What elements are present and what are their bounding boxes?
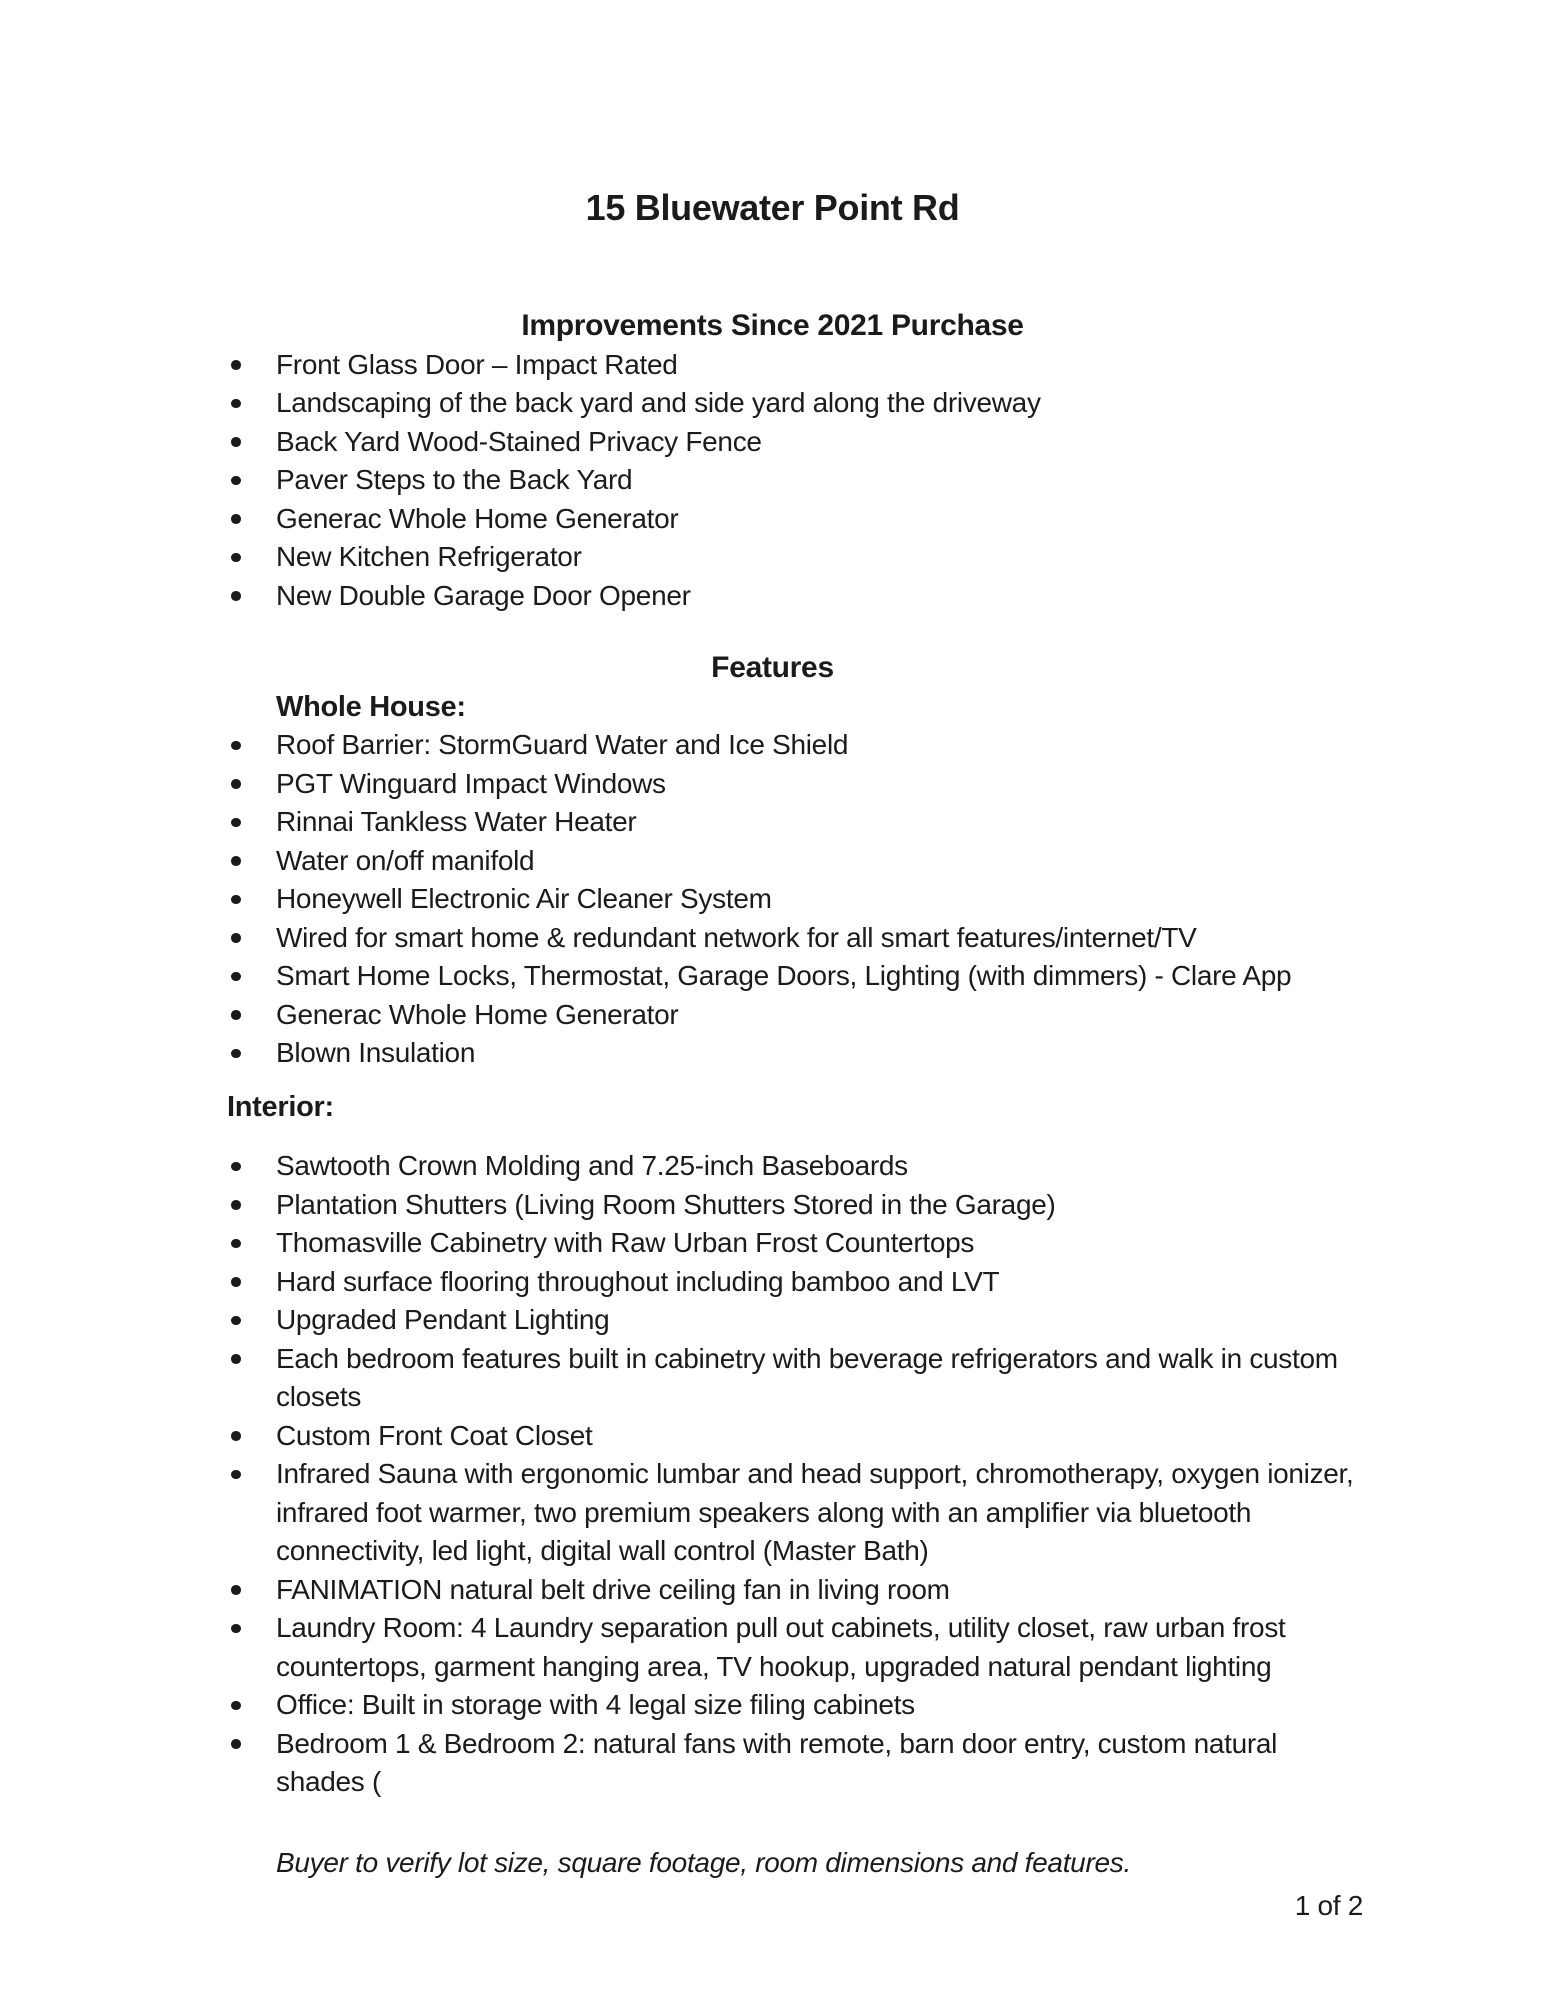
list-item: New Double Garage Door Opener bbox=[182, 577, 1363, 616]
list-item: Rinnai Tankless Water Heater bbox=[182, 803, 1363, 842]
list-item: PGT Winguard Impact Windows bbox=[182, 765, 1363, 804]
document-title: 15 Bluewater Point Rd bbox=[585, 187, 960, 228]
list-item: Generac Whole Home Generator bbox=[182, 500, 1363, 539]
disclaimer-note: Buyer to verify lot size, square footage, room dimensions and features. bbox=[276, 1846, 1131, 1878]
list-item: Each bedroom features built in cabinetry with beverage refrigerators and walk in custom closets bbox=[182, 1340, 1363, 1417]
list-item: Honeywell Electronic Air Cleaner System bbox=[182, 880, 1363, 919]
list-item: Bedroom 1 & Bedroom 2: natural fans with remote, barn door entry, custom natural shades ( bbox=[182, 1725, 1363, 1802]
interior-heading: Interior: bbox=[227, 1090, 334, 1123]
list-item: Smart Home Locks, Thermostat, Garage Doors, Lighting (with dimmers) - Clare App bbox=[182, 957, 1363, 996]
list-item: Front Glass Door – Impact Rated bbox=[182, 346, 1363, 385]
list-item: Landscaping of the back yard and side yard along the driveway bbox=[182, 384, 1363, 423]
list-item: Thomasville Cabinetry with Raw Urban Frost Countertops bbox=[182, 1224, 1363, 1263]
list-item: Upgraded Pendant Lighting bbox=[182, 1301, 1363, 1340]
list-item: New Kitchen Refrigerator bbox=[182, 538, 1363, 577]
improvements-list bbox=[182, 346, 1363, 616]
list-item: Blown Insulation bbox=[182, 1034, 1363, 1073]
list-item: FANIMATION natural belt drive ceiling fan in living room bbox=[182, 1571, 1363, 1610]
list-item: Sawtooth Crown Molding and 7.25-inch Baseboards bbox=[182, 1147, 1363, 1186]
list-item: Generac Whole Home Generator bbox=[182, 996, 1363, 1035]
features-heading: Features bbox=[711, 651, 834, 684]
whole-house-list bbox=[182, 726, 1363, 1073]
list-item: Paver Steps to the Back Yard bbox=[182, 461, 1363, 500]
list-item: Laundry Room: 4 Laundry separation pull out cabinets, utility closet, raw urban frost countertops, garment hanging area, TV hookup, upgraded natural pendant lighting bbox=[182, 1609, 1363, 1686]
list-item: Infrared Sauna with ergonomic lumbar and head support, chromotherapy, oxygen ionizer, infrared foot warmer, two premium speakers along with an amplifier via bluetooth connectivity, led light, digital wall control (Master Bath) bbox=[182, 1455, 1363, 1571]
interior-list bbox=[182, 1147, 1363, 1802]
list-item: Office: Built in storage with 4 legal size filing cabinets bbox=[182, 1686, 1363, 1725]
page-number: 1 of 2 bbox=[1294, 1890, 1363, 1921]
list-item: Wired for smart home & redundant network for all smart features/internet/TV bbox=[182, 919, 1363, 958]
list-item: Back Yard Wood-Stained Privacy Fence bbox=[182, 423, 1363, 462]
improvements-heading: Improvements Since 2021 Purchase bbox=[521, 309, 1024, 342]
list-item: Plantation Shutters (Living Room Shutters Stored in the Garage) bbox=[182, 1186, 1363, 1225]
list-item: Water on/off manifold bbox=[182, 842, 1363, 881]
list-item: Roof Barrier: StormGuard Water and Ice Shield bbox=[182, 726, 1363, 765]
whole-house-heading: Whole House: bbox=[276, 690, 466, 723]
list-item: Custom Front Coat Closet bbox=[182, 1417, 1363, 1456]
list-item: Hard surface flooring throughout including bamboo and LVT bbox=[182, 1263, 1363, 1302]
